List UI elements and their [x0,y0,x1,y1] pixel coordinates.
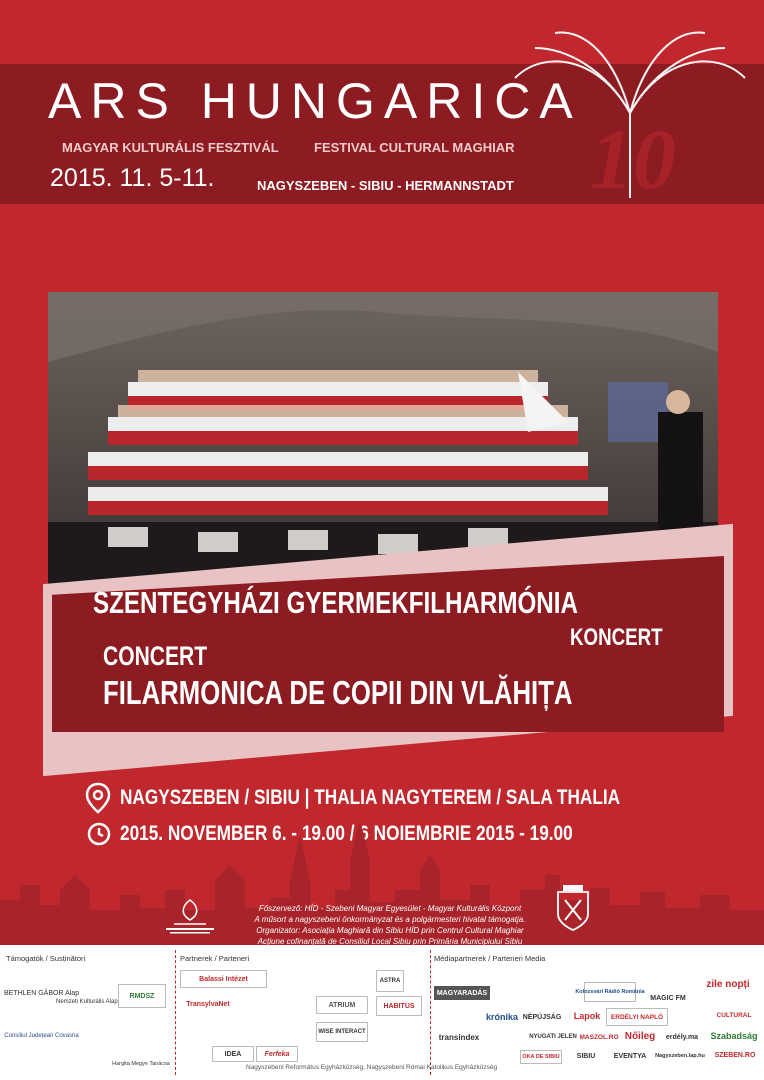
supporter-logo: RMDSZ [118,984,166,1008]
partner-logo: ATRIUM [316,996,368,1014]
credit-line-2: A műsort a nagyszebeni önkormányzat és a polgármesteri hivatal támogatja. [254,915,526,924]
credit-line-3: Organizator: Asociația Maghiară din Sibiu HÍD prin Centrul Cultural Maghiar [256,926,524,935]
subtitle-romanian: FESTIVAL CULTURAL MAGHIAR [314,140,515,155]
supporter-logo: Nemzeti Kulturális Alap [56,999,118,1005]
concert-label-hungarian: KONCERT [570,624,663,651]
media-logo: SZEBEN.RO [714,1051,756,1059]
media-heading: Médiapartnerek / Parteneri Media [434,954,546,963]
supporter-logo: Hargita Megye Tanácsa [112,1061,170,1067]
media-logo: EVENTYA [613,1052,647,1060]
partner-logo: TransylvaNet [186,1000,230,1008]
supporter-logo: Consiliul Județean Covasna [4,1033,79,1039]
concert-title-romanian: FILARMONICA DE COPII DIN VLĂHIȚA [103,674,573,711]
media-logo: CULTURAL [716,1011,752,1019]
partner-logo: WISE INTERACT [316,1022,368,1042]
footer-divider [175,950,176,1075]
media-logo: ERDÉLYI NAPLÓ [606,1008,668,1026]
media-logo: Nagyszeben.lap.hu [655,1053,705,1059]
partner-logo: HABITUS [376,996,422,1016]
festival-location: NAGYSZEBEN - SIBIU - HERMANNSTADT [257,178,514,193]
venue-text: NAGYSZEBEN / SIBIU | THALIA NAGYTEREM / SALA THALIA [120,786,621,809]
media-logo: Lapok [573,1011,601,1021]
sibiu-city-crest-logo [553,882,593,937]
concert-label-romanian: CONCERT [103,641,208,671]
supporters-heading: Támogatók / Susținători [6,954,86,963]
footer-footnote: Nagyszebeni Református Egyházközség, Nagyszebeni Római Katolikus Egyházközség [246,1064,498,1071]
credit-line-1: Főszervező: HÍD - Szebeni Magyar Egyesület - Magyar Kulturális Központ [258,904,522,913]
media-logo: MASZOL.RO [579,1033,619,1041]
media-logo: Szabadság [710,1031,758,1041]
festival-title: ARS HUNGARICA [48,73,582,129]
media-logo: Kolozsvári Rádió România [584,982,636,1002]
partner-logo: IDEA [212,1046,254,1062]
footer-divider [430,950,431,1075]
partner-logo: ASTRA [376,970,404,992]
edition-number: 10 [590,111,676,207]
location-pin-icon [86,783,110,813]
media-logo: MAGYARADÁS [434,986,490,1000]
media-logo: krónika [485,1012,518,1022]
media-logo: OKA DE SIBIU [520,1050,562,1064]
credit-line-4: Acțiune cofinanțată de Consiliul Local Sibiu prin Primăria Municipiului Sibiu [257,937,523,946]
hid-organization-logo [160,896,220,938]
time-text: 2015. NOVEMBER 6. - 19.00 / 6 NOIEMBRIE 2015 - 19.00 [120,822,573,845]
partner-logo: Balassi Intézet [180,970,267,988]
media-logo: erdély.ma [665,1033,699,1041]
media-logo: zile nopți [706,978,750,990]
media-logo: NÉPÚJSÁG [522,1013,562,1021]
organizer-credits [230,903,550,947]
festival-dates: 2015. 11. 5-11. [50,164,215,192]
subtitle-hungarian: MAGYAR KULTURÁLIS FESZTIVÁL [62,140,279,155]
supporter-logo: BETHLEN GÁBOR Alap [4,990,80,997]
media-logo: Nőileg [624,1030,656,1042]
media-logo: transindex [438,1032,480,1042]
partners-heading: Partnerek / Parteneri [180,954,250,963]
media-logo: SIBIU [576,1052,596,1060]
media-logo: MAGIC FM [650,995,686,1002]
concert-title-hungarian: SZENTEGYHÁZI GYERMEKFILHARMÓNIA [93,585,578,620]
media-logo: NYUGATI JELEN [529,1034,577,1040]
partner-logo: Ferfeka [256,1046,298,1062]
